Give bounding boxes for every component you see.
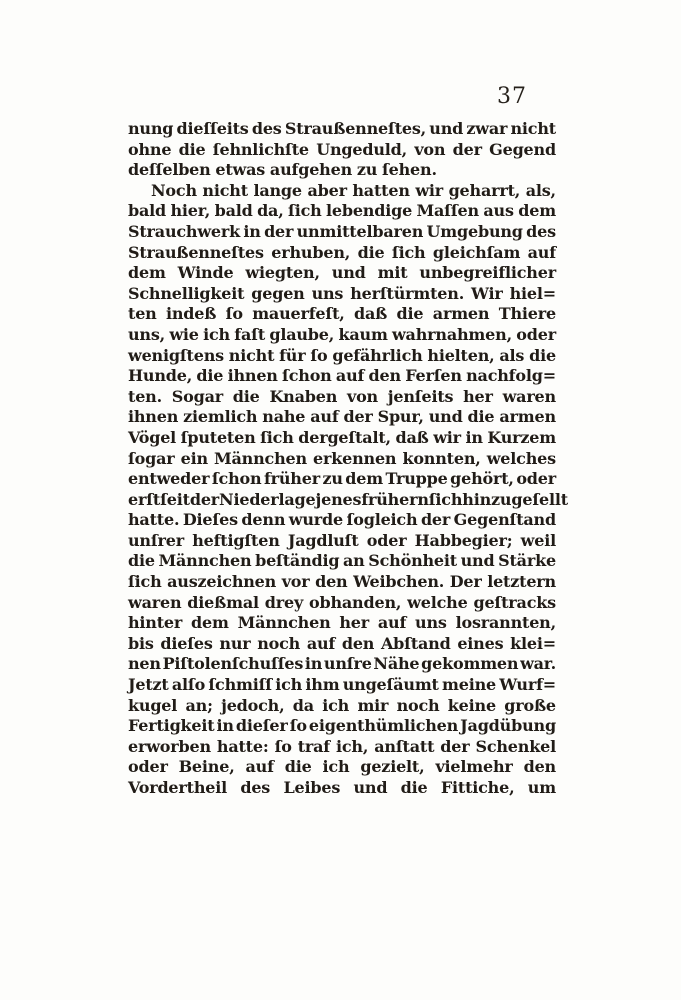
word: Truppe	[385, 469, 448, 489]
word: nahe	[262, 407, 306, 427]
word: ſehnlichſte	[212, 139, 309, 159]
text-line	[128, 325, 556, 346]
word: armen	[432, 304, 490, 324]
word: Winde	[177, 263, 234, 283]
word: ſehen.	[381, 160, 437, 180]
word: Männchen	[237, 613, 331, 633]
text-line	[128, 551, 556, 572]
word: uns	[415, 613, 447, 633]
word: an;	[185, 695, 213, 715]
word: dergeſtalt,	[298, 427, 391, 447]
word: ſo	[310, 345, 328, 365]
word: Thiere	[498, 304, 556, 324]
word: hatte:	[216, 736, 269, 756]
word: ich	[203, 324, 230, 344]
word: nung	[128, 119, 174, 138]
word: aufgehen	[269, 160, 353, 180]
word: ich	[275, 675, 303, 695]
text-line	[128, 243, 556, 264]
word: wie	[169, 324, 199, 344]
word: denn	[241, 510, 286, 530]
word: Männchen	[214, 448, 307, 468]
text-line	[128, 757, 556, 778]
text-line	[128, 201, 556, 222]
word: Nähe	[373, 654, 420, 674]
word: auf	[377, 613, 407, 633]
word: hielten,	[427, 345, 495, 365]
word: Maſſen	[416, 201, 479, 221]
paragraph	[128, 119, 556, 181]
text-line	[128, 675, 556, 696]
word: ſo	[274, 736, 292, 756]
word: der	[420, 510, 451, 530]
word: den	[368, 366, 401, 386]
word: Schenkel	[475, 736, 556, 756]
word: ich,	[336, 736, 369, 756]
word: glaube,	[269, 324, 335, 344]
page-number: 37	[497, 84, 527, 109]
word: konnten,	[402, 448, 481, 468]
word: kugel	[128, 695, 178, 715]
word: in	[243, 221, 261, 241]
word: Fertigkeit	[128, 716, 215, 736]
word: geſtracks	[473, 592, 556, 612]
word: Gegend	[489, 139, 556, 159]
word: herſtürmten.	[350, 283, 465, 303]
text-line	[128, 284, 556, 305]
word: gefährlich	[332, 345, 423, 365]
text-line	[128, 778, 556, 799]
word: gezielt,	[360, 757, 425, 777]
word: ſo	[225, 304, 243, 324]
text-line	[128, 222, 556, 243]
word: ſchon	[211, 469, 262, 489]
word: ein	[180, 448, 208, 468]
word: zu	[322, 469, 343, 489]
word: wurde	[288, 510, 344, 530]
word: her	[463, 386, 493, 406]
word: hiel=	[509, 283, 556, 303]
word: geharrt,	[448, 180, 521, 200]
word: oder	[516, 469, 556, 489]
word: her	[339, 613, 370, 633]
text-line	[128, 449, 556, 470]
word: unbegreiflicher	[419, 263, 556, 283]
word: in	[465, 427, 483, 447]
word: jenſeits	[387, 386, 454, 406]
word: hinter	[128, 613, 183, 633]
word: vor	[281, 572, 310, 592]
word: da,	[257, 201, 284, 221]
word: den	[315, 572, 348, 592]
word: früher	[263, 469, 320, 489]
word: Noch	[151, 180, 197, 200]
word: die	[357, 242, 385, 262]
word: noch	[396, 695, 440, 715]
word: da	[292, 695, 314, 715]
word: erworben	[128, 736, 211, 756]
word: hinzugeſellt	[462, 489, 568, 509]
word: Vögel	[128, 427, 177, 447]
word: nen	[128, 654, 161, 674]
word: dem	[128, 263, 166, 283]
word: ſo	[289, 716, 307, 736]
word: als	[499, 345, 525, 365]
word: Kurzem	[487, 427, 556, 447]
word: erhuben,	[271, 242, 351, 262]
word: Hunde,	[128, 366, 193, 386]
word: ihnen	[227, 366, 278, 386]
text-line	[128, 387, 556, 408]
word: ungeſäumt	[342, 675, 439, 695]
text-line	[128, 263, 556, 284]
word: oder	[128, 757, 168, 777]
text-line	[128, 366, 556, 387]
word: Sogar	[171, 386, 223, 406]
word: Der	[449, 572, 482, 592]
word: kaum	[338, 324, 388, 344]
word: den	[523, 757, 556, 777]
word: an	[343, 551, 365, 571]
word: gekommen	[421, 654, 519, 674]
word: Weibchen.	[353, 572, 445, 592]
word: Ferſen	[405, 366, 462, 386]
word: etwas	[215, 160, 266, 180]
word: gegen	[251, 283, 305, 303]
text-block	[128, 119, 568, 799]
word: wiegten,	[245, 263, 320, 283]
word: noch	[257, 633, 301, 653]
word: lange	[253, 180, 302, 200]
word: heftigſten	[192, 530, 280, 550]
word: ſchmiſſ	[208, 675, 272, 695]
word: mir	[357, 695, 389, 715]
word: dieſes	[160, 633, 213, 653]
word: dieſſeits	[176, 119, 249, 138]
word: Abſtand	[380, 633, 451, 653]
word: jenes	[315, 489, 362, 509]
word: die	[178, 139, 206, 159]
word: ſputeten	[180, 427, 256, 447]
word: um	[527, 778, 556, 797]
word: Umgebung	[426, 221, 523, 241]
word: erkennen	[313, 448, 397, 468]
text-line	[128, 696, 556, 717]
word: als,	[525, 180, 556, 200]
word: ten	[128, 304, 157, 324]
word: ihm	[305, 675, 340, 695]
word: ſeit	[160, 489, 190, 509]
word: Gegenſtand	[453, 510, 556, 530]
text-line	[128, 407, 556, 428]
word: war.	[520, 654, 556, 674]
word: Wir	[471, 283, 503, 303]
word: und	[460, 551, 495, 571]
text-line	[128, 654, 556, 675]
word: Vordertheil	[128, 778, 228, 797]
word: eigenthümlichen	[308, 716, 459, 736]
word: und	[428, 407, 463, 427]
word: Straußenneſtes	[128, 242, 264, 262]
text-line	[128, 346, 556, 367]
word: beſtändig	[255, 551, 340, 571]
word: obhanden,	[308, 592, 402, 612]
text-line	[128, 716, 556, 737]
text-line	[128, 304, 556, 325]
text-line	[128, 428, 556, 449]
word: Knaben	[269, 386, 338, 406]
word: oder	[516, 324, 556, 344]
word: meine	[442, 675, 497, 695]
word: waren	[502, 386, 556, 406]
text-line	[128, 510, 556, 531]
word: aus	[483, 201, 514, 221]
word: des	[251, 119, 282, 138]
word: dem	[518, 201, 556, 221]
word: die	[529, 345, 556, 365]
text-line	[128, 572, 556, 593]
word: daß	[395, 427, 429, 447]
word: Leibes	[283, 778, 341, 797]
word: Männchen	[158, 551, 252, 571]
word: ſogleich	[346, 510, 418, 530]
word: nicht	[510, 119, 556, 138]
word: zu	[356, 160, 378, 180]
word: indeß	[166, 304, 217, 324]
word: Fittiche,	[440, 778, 515, 797]
word: auszeichnen	[167, 572, 277, 592]
word: der	[343, 407, 373, 427]
word: deſſelben	[128, 160, 211, 180]
word: daß	[354, 304, 388, 324]
word: Ungeduld,	[316, 139, 408, 159]
word: große	[504, 695, 556, 715]
word: frühern	[361, 489, 429, 509]
word: Jagdübung	[460, 716, 556, 736]
word: von	[414, 139, 446, 159]
word: losrannten,	[455, 613, 556, 633]
word: ten.	[128, 386, 162, 406]
word: die	[467, 407, 495, 427]
word: erſt	[128, 489, 161, 509]
word: unſre	[323, 654, 372, 674]
word: hier,	[170, 201, 211, 221]
word: bald	[214, 201, 253, 221]
word: uns	[311, 283, 344, 303]
word: ich	[322, 757, 350, 777]
word: in	[304, 654, 323, 674]
word: der	[440, 736, 470, 756]
word: uns,	[128, 324, 166, 344]
word: ſich	[428, 489, 463, 509]
paragraph	[128, 180, 568, 799]
word: Habbegier;	[414, 530, 513, 550]
word: ohne	[128, 139, 172, 159]
word: bald	[128, 201, 167, 221]
word: oder	[366, 530, 407, 550]
word: faſt	[234, 324, 266, 344]
text-line	[128, 593, 556, 614]
word: für	[279, 345, 306, 365]
word: Niederlage	[219, 489, 316, 509]
text-line	[128, 737, 556, 758]
text-line	[128, 613, 556, 634]
word: des	[526, 221, 556, 241]
word: armen	[499, 407, 556, 427]
word: die	[128, 551, 155, 571]
word: unſrer	[128, 530, 184, 550]
word: und	[331, 263, 366, 283]
word: ſich	[288, 201, 322, 221]
word: gehört,	[450, 469, 514, 489]
word: auf	[527, 242, 556, 262]
word: dieſer	[235, 716, 288, 736]
word: der	[452, 139, 482, 159]
word: traf	[297, 736, 330, 756]
word: wir	[433, 427, 461, 447]
text-line	[128, 119, 556, 140]
word: wir	[415, 180, 444, 200]
text-line	[128, 181, 556, 202]
word: wahrnahmen,	[391, 324, 512, 344]
word: unmittelbaren	[296, 221, 424, 241]
word: anſtatt	[374, 736, 435, 756]
word: welches	[486, 448, 556, 468]
word: ſich	[260, 427, 294, 447]
word: ſich	[128, 572, 162, 592]
word: Beine,	[178, 757, 235, 777]
text-line	[128, 160, 556, 181]
word: waren	[128, 592, 182, 612]
word: die	[396, 304, 424, 324]
word: nur	[219, 633, 251, 653]
word: und	[353, 778, 388, 797]
word: zwar	[466, 119, 508, 138]
word: dem	[191, 613, 229, 633]
word: Straußenneſtes,	[284, 119, 427, 138]
word: Schnelligkeit	[128, 283, 245, 303]
word: klei=	[510, 633, 556, 653]
text-line	[128, 469, 556, 490]
word: hatten	[352, 180, 410, 200]
word: in	[216, 716, 234, 736]
word: lebendige	[325, 201, 413, 221]
word: auf	[306, 633, 336, 653]
word: die	[196, 366, 224, 386]
word: letztern	[487, 572, 556, 592]
word: eines	[457, 633, 504, 653]
word: aber	[307, 180, 347, 200]
word: ſogar	[128, 448, 175, 468]
word: entweder	[128, 469, 210, 489]
word: Jetzt	[128, 675, 169, 695]
word: bis	[128, 633, 154, 653]
word: die	[232, 386, 260, 406]
word: der	[264, 221, 294, 241]
word: auf	[310, 407, 339, 427]
word: mauerfeſt,	[252, 304, 345, 324]
word: mit	[377, 263, 408, 283]
word: vielmehr	[435, 757, 513, 777]
word: des	[240, 778, 271, 797]
word: hatte.	[128, 510, 180, 530]
word: von	[346, 386, 378, 406]
word: weil	[520, 530, 556, 550]
word: auf	[245, 757, 274, 777]
word: Wurf=	[499, 675, 556, 695]
word: Strauchwerk	[128, 221, 241, 241]
word: die	[284, 757, 312, 777]
text-line	[128, 531, 556, 552]
word: keine	[447, 695, 496, 715]
word: der	[189, 489, 220, 509]
word: nicht	[202, 180, 248, 200]
word: wenigſtens	[128, 345, 224, 365]
word: ſchon	[282, 366, 332, 386]
word: ſich	[391, 242, 426, 262]
word: ich	[322, 695, 350, 715]
word: die	[400, 778, 428, 797]
word: drey	[264, 592, 304, 612]
word: den	[341, 633, 375, 653]
word: dem	[345, 469, 383, 489]
word: jedoch,	[221, 695, 285, 715]
word: ziemlich	[183, 407, 258, 427]
word: gleichſam	[432, 242, 521, 262]
word: alſo	[171, 675, 206, 695]
word: Jagdluſt	[287, 530, 359, 550]
word: ihnen	[128, 407, 179, 427]
word: auf	[335, 366, 365, 386]
word: dießmal	[187, 592, 259, 612]
word: welche	[407, 592, 468, 612]
word: Schönheit	[368, 551, 457, 571]
word: Dieſes	[182, 510, 238, 530]
word: Stärke	[498, 551, 556, 571]
word: und	[429, 119, 464, 138]
word: nachfolg=	[466, 366, 556, 386]
word: Spur,	[377, 407, 424, 427]
word: nicht	[228, 345, 275, 365]
text-line	[128, 634, 556, 655]
text-line	[128, 140, 556, 161]
word: Piſtolenſchuſſes	[162, 654, 304, 674]
text-line	[128, 489, 568, 511]
